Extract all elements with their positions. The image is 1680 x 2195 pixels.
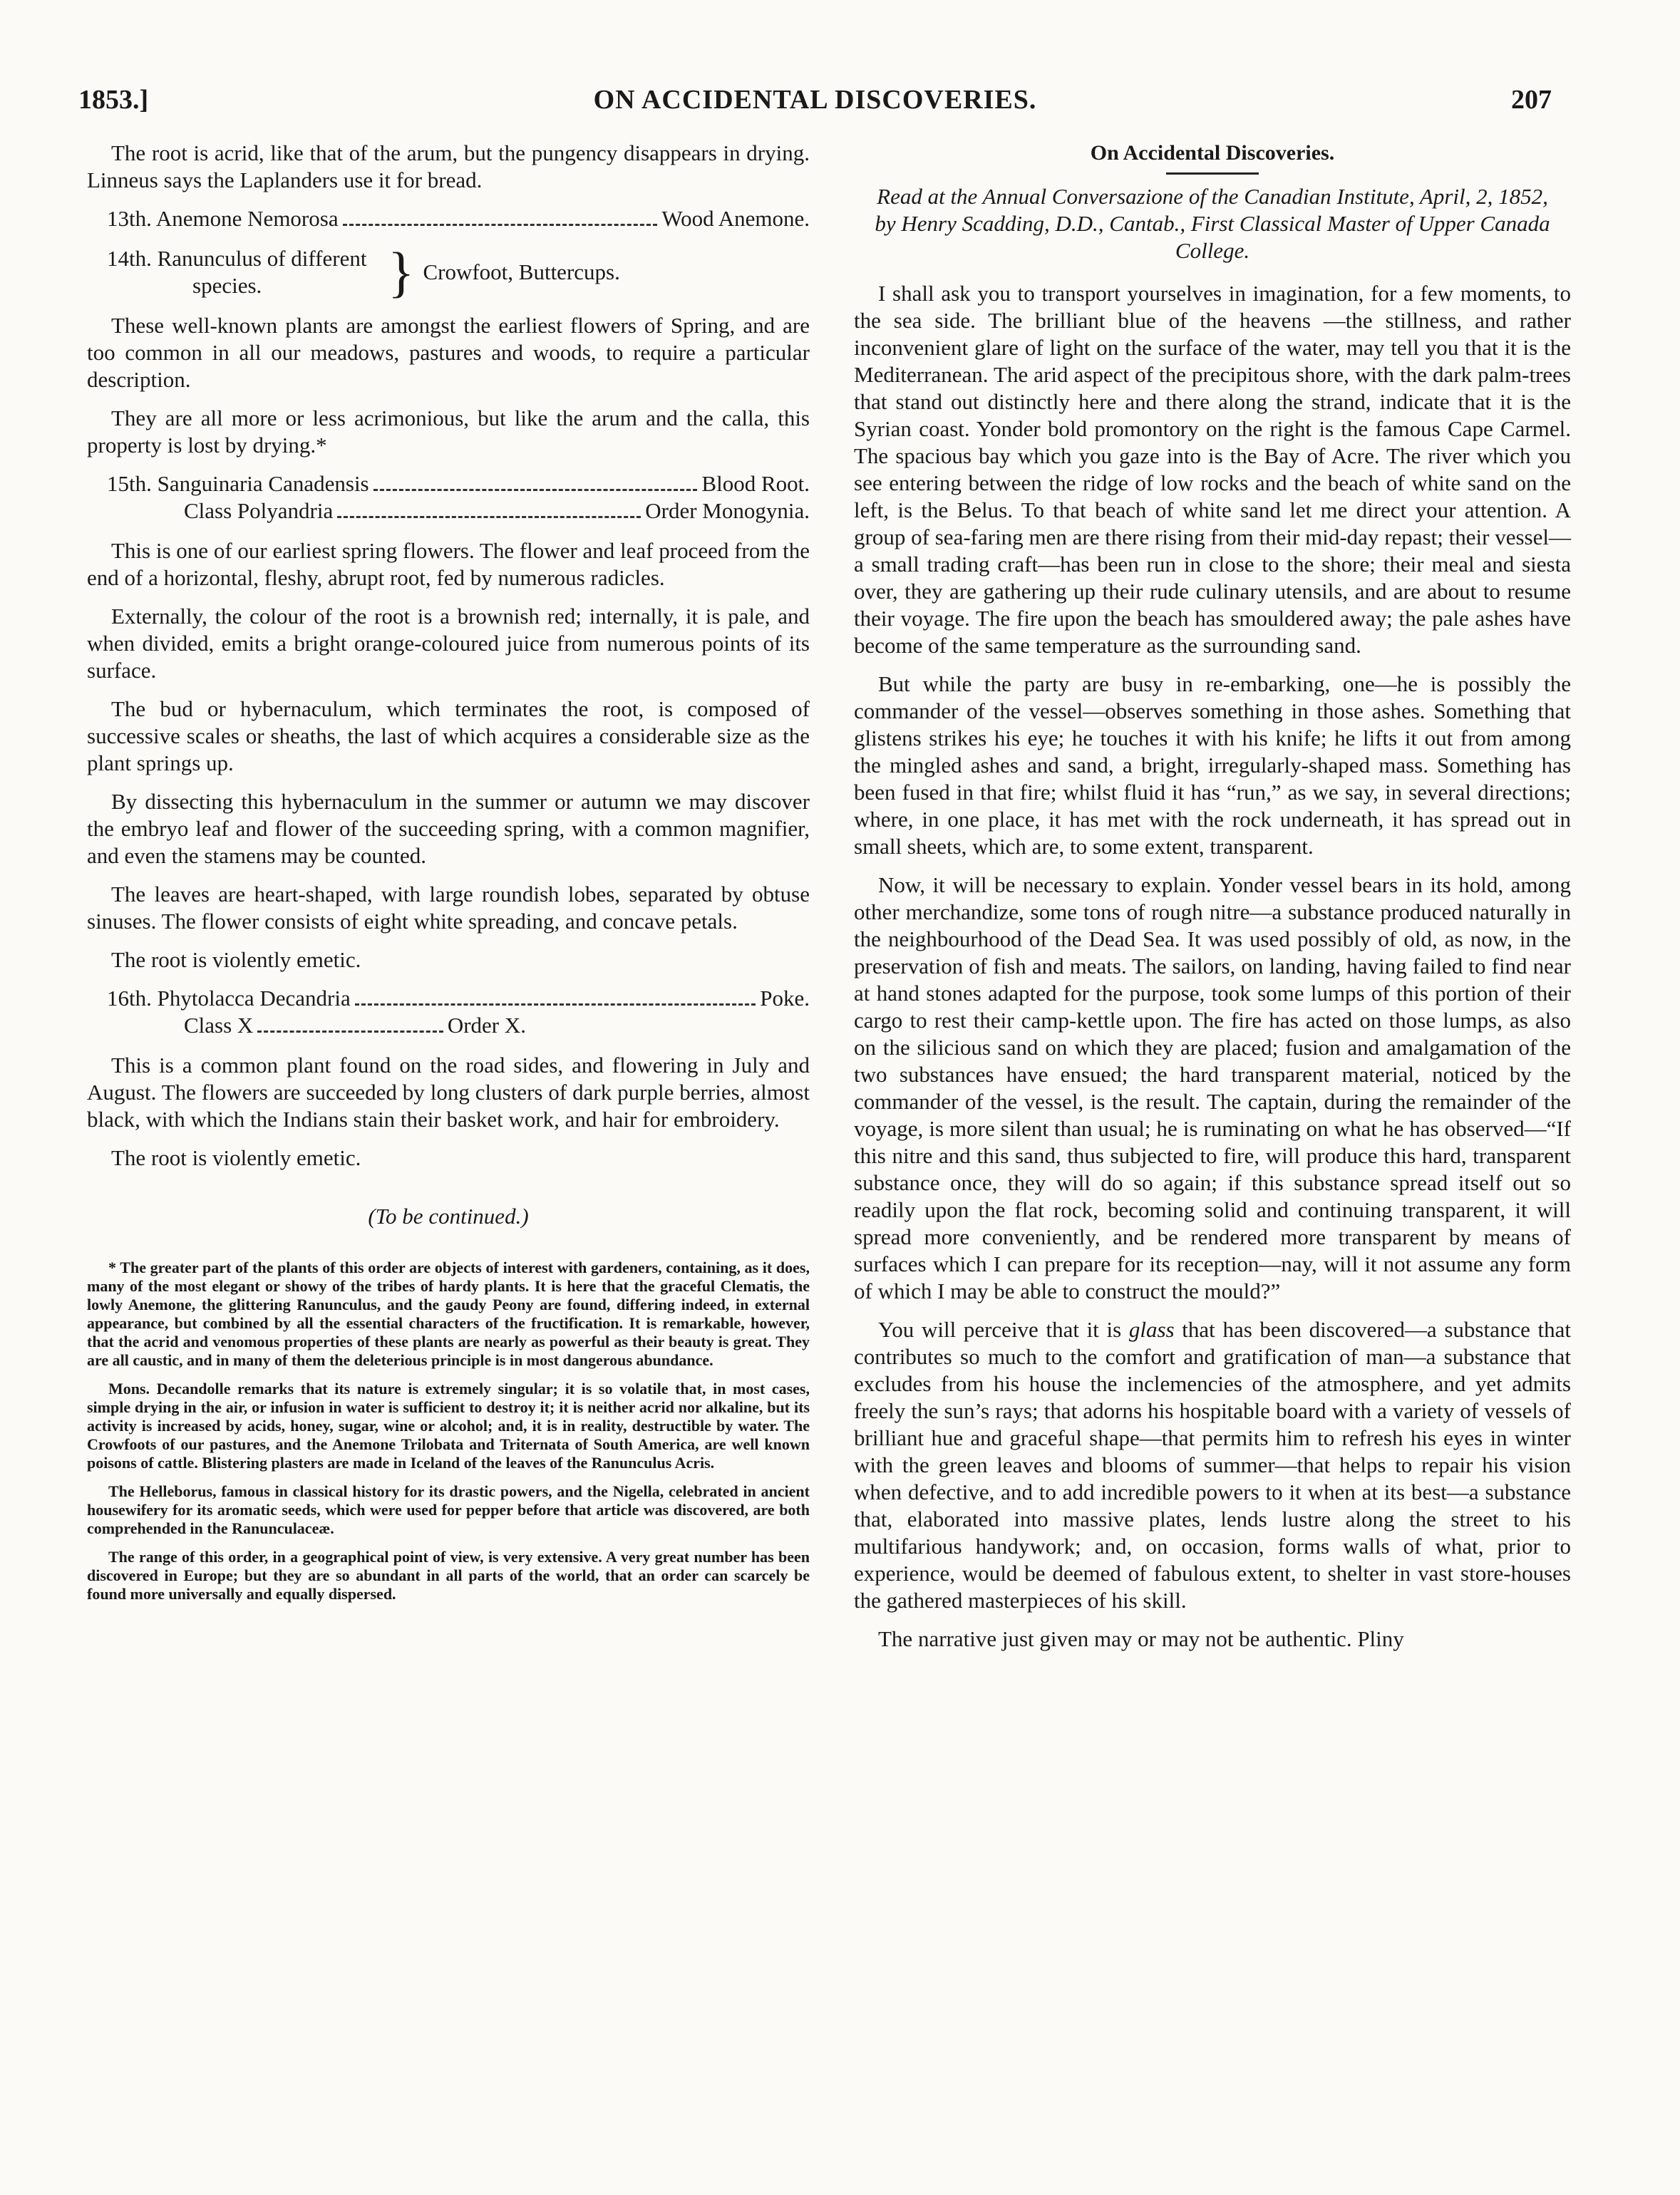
footnote-2: Mons. Decandolle remarks that its nature is extremely singular; it is so volatile that, in most cases, simple drying in the air, or infusion in water is sufficient to destroy it; it is neither acrid nor alkaline, but its activity is increased by acids, honey, sugar, wine or alcohol; and, it is in reality, destructible by water. The Crowfoots of our pastures, and the Anemone Trilobata and Triternata of South America, are well known poisons of cattle. Blistering plasters are made in Iceland of the leaves of the Ranunculus Acris. (87, 1380, 810, 1472)
running-head (78, 84, 1552, 127)
header-title: ON ACCIDENTAL DISCOVERIES. (593, 85, 1037, 115)
paragraph-pliny: The narrative just given may or may not be authentic. Pliny (878, 1626, 1404, 1651)
plant-15-class: Class Polyandria (184, 498, 334, 523)
footnote-4: The range of this order, in a geographical point of view, is very extensive. A very great number has been discovered in Europe; but they are so abundant in all parts of the world, that an order can scarcely be found more universally and equally dispersed. (87, 1548, 810, 1603)
plant-15-order: Order Monogynia. (645, 498, 810, 523)
footnote-1: * The greater part of the plants of this order are objects of interest with gardeners, containing, as it does, many of the most elegant or showy of the tribes of hardy plants. It is here that the graceful Clematis, the lowly Anemone, the glittering Ranunculus, and the gaudy Peony are found, differing indeed, in external appearance, but combined by all the essential characters of the fructification. It is remarkable, however, that the acrid and venomous properties of these plants are nearly as powerful as their beauty is great. They are all caustic, and in many of them the deleterious principle is in most dangerous abundance. (87, 1259, 810, 1369)
paragraph-ashes: But while the party are busy in re-embarking, one—he is possibly the commander of the vessel—observes something in those ashes. Something that glistens strikes his eye; he touches it with his knife; he lifts it out from among the mingled ashes and sand, a bright, irregularly-shaped mass. Something has been fused in that fire; whilst fluid it has “run,” as we say, in several directions; where, in one place, it has met with the rock underneath, it has spread out in small sheets, which are, to some extent, transparent. (854, 671, 1571, 859)
right-column (854, 140, 1571, 1664)
paragraph-arum: The root is acrid, like that of the arum, but the pungency disappears in drying. Linneus says the Laplanders use it for bread. (87, 140, 810, 192)
plant-entry-16 (107, 985, 810, 1039)
plant-13-name: 13th. Anemone Nemorosa (107, 206, 339, 231)
header-year: 1853.] (78, 85, 149, 115)
leader-dots (343, 224, 658, 226)
plant-15-name: 15th. Sanguinaria Canadensis (107, 471, 369, 496)
paragraph-externally: Externally, the colour of the root is a brownish red; internally, it is pale, and when divided, emits a bright orange-coloured juice from numerous points of its surface. (87, 604, 810, 683)
plant-14-species: species. (192, 273, 262, 298)
plant-entry-15 (107, 470, 810, 525)
plant-16-name: 16th. Phytolacca Decandria (107, 986, 351, 1011)
paragraph-emetic-2: The root is violently emetic. (111, 1145, 361, 1170)
paragraph-glass (854, 1316, 1571, 1614)
article-title: On Accidental Discoveries. (1090, 141, 1335, 165)
paragraph-common-plant: This is a common plant found on the road sides, and flowering in July and August. The flowers are succeeded by long clusters of dark purple berries, almost black, with which the Indians stain their basket work, and hair for embroidery. (87, 1053, 810, 1132)
glass-emphasis: glass (1128, 1317, 1175, 1342)
leader-dots (257, 1031, 443, 1033)
to-be-continued: (To be continued.) (368, 1204, 529, 1229)
plant-entry-13 (107, 205, 810, 232)
footnote-3: The Helleborus, famous in classical history for its drastic powers, and the Nigella, celebrated in ancient housewifery for its aromatic seeds, which were used for pepper before that article was discovered, are both comprehended in the Ranunculaceæ. (87, 1482, 810, 1537)
brace-glyph: } (388, 241, 415, 303)
paragraph-earliest: This is one of our earliest spring flowers. The flower and leaf proceed from the end of a horizontal, fleshy, abrupt root, fed by numerous radicles. (87, 538, 810, 590)
plant-16-order: Order X. (447, 1013, 526, 1038)
plant-13-common: Wood Anemone. (661, 206, 810, 231)
article-byline: Read at the Annual Conversazione of the Canadian Institute, April, 2, 1852, by Henry Scadding, D.D., Cantab., First Classical Master of Upper Canada College. (875, 184, 1550, 263)
page-number: 207 (1511, 85, 1552, 115)
leader-dots (355, 1003, 756, 1006)
plant-16-class: Class X (184, 1013, 254, 1038)
title-rule (1166, 172, 1259, 175)
paragraph-nitre: Now, it will be necessary to explain. Yonder vessel bears in its hold, among other merchandize, some tons of rough nitre—a substance produced naturally in the neighbourhood of the Dead Sea. It was used possibly of old, as now, in the preservation of fish and meats. The sailors, on landing, having failed to find near at hand stones adapted for the purpose, took some lumps of this portion of their cargo to rest their camp-kettle upon. The fire has acted on those lumps, as also on the silicious sand on which they are placed; fusion and amalgamation of the two substances have ensued; the hard transparent material, noticed by the commander of the vessel, is the result. The captain, during the remainder of the voyage, is more silent than usual; he is ruminating on what he has observed—“If this nitre and this sand, thus subjected to fire, will produce this hard, transparent substance once, they will do so again; if this substance spread itself out so readily upon the flat rock, becoming solid and continuing transparent, it will spread more conveniently, and be rendered more transparent by means of surfaces which I can prepare for its reception—nay, will it not assume any form of which I may be able to construct the mould?” (854, 872, 1571, 1303)
plant-entry-14 (107, 241, 810, 303)
glass-text-after: that has been discovered—a substance that contributes so much to the comfort and gratification of man—a substance that excludes from his house the inclemencies of the atmosphere, and yet admits freely the sun’s rays; that adorns his hospitable board with a variety of vessels of brilliant hue and graceful shape—that permits him to refresh his eyes in winter with the green leaves and blooms of summer—that helps to repair his vision when defective, and to add incredible powers to it when at its best—a substance that, elaborated into massive plates, lends lustre along the street to his multifarious handywork; and, on occasion, forms walls of what, prior to experience, would be deemed of fabulous extent, to shelter in vast store-houses the gathered masterpieces of his skill. (854, 1317, 1571, 1613)
paragraph-acrimonious: They are all more or less acrimonious, but like the arum and the calla, this property is lost by drying.* (87, 406, 810, 458)
plant-14-common: Crowfoot, Buttercups. (423, 259, 620, 284)
paragraph-sea-side: I shall ask you to transport yourselves in imagination, for a few moments, to the sea side. The brilliant blue of the heavens —the stillness, and rather inconvenient glare of light on the surface of the water, may tell you that it is the Mediterranean. The arid aspect of the precipitous shore, with the dark palm-trees that stand out distinctly here and there along the strand, indicate that it is the Syrian coast. Yonder bold promontory on the right is the famous Cape Carmel. The spacious bay which you gaze into is the Bay of Acre. The river which you see entering between the ridge of low rocks and the beach of white sand on the left, is the Belus. To that beach of white sand let me direct your attention. A group of sea-faring men are there rising from their mid-day repast; their vessel—a small trading craft—has been run in close to the shore; their meal and siesta over, they are gathering up their rude culinary utensils, and are about to resume their voyage. The fire upon the beach has smouldered away; the pale ashes have become of the same temperature as the surrounding sand. (854, 281, 1571, 658)
plant-15-common: Blood Root. (701, 471, 810, 496)
footnotes (87, 1259, 810, 1603)
left-column (87, 140, 810, 1613)
paragraph-emetic-1: The root is violently emetic. (111, 947, 361, 972)
paragraph-bud: The bud or hybernaculum, which terminates the root, is composed of successive scales or sheaths, the last of which acquires a considerable size as the plant springs up. (87, 696, 810, 775)
paragraph-well-known: These well-known plants are amongst the earliest flowers of Spring, and are too common in all our meadows, pastures and woods, to require a particular description. (87, 313, 810, 392)
plant-14-name: 14th. Ranunculus of different (107, 246, 367, 271)
paragraph-leaves: The leaves are heart-shaped, with large roundish lobes, separated by obtuse sinuses. The flower consists of eight white spreading, and concave petals. (87, 882, 810, 934)
leader-dots (337, 516, 641, 518)
plant-16-common: Poke. (760, 986, 810, 1011)
glass-text-before: You will perceive that it is (878, 1317, 1129, 1342)
paragraph-dissecting: By dissecting this hybernaculum in the summer or autumn we may discover the embryo leaf and flower of the succeeding spring, with a common magnifier, and even the stamens may be counted. (87, 789, 810, 868)
leader-dots (373, 489, 698, 491)
